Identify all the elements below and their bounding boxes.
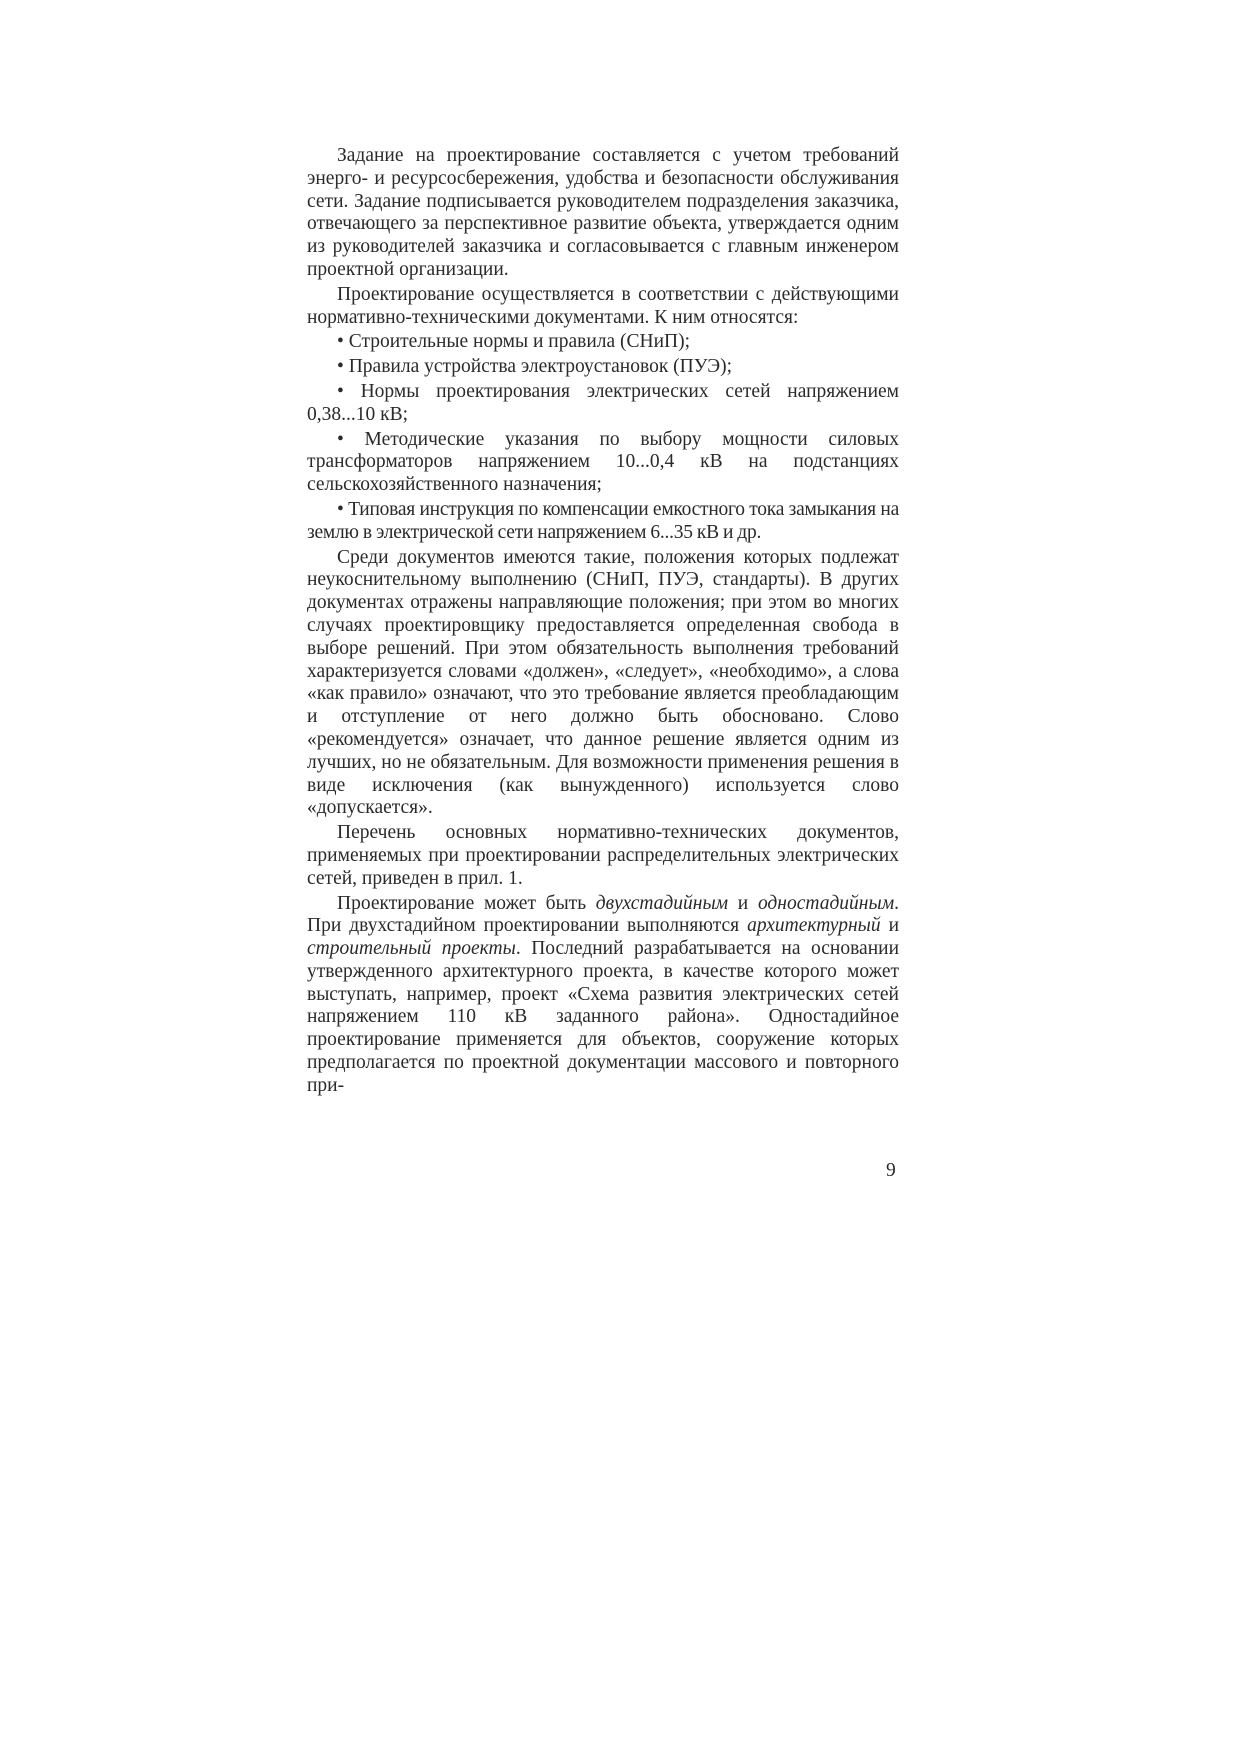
italic-term-architectural: архитектурный (747, 915, 881, 937)
list-item-typical-instruction: • Типовая инструкция по компенсации емкостного тока замыкания на землю в электрической сети напряжением 6...35 кВ и др. (307, 498, 899, 543)
list-item-snip: • Строительные нормы и правила (СНиП); (337, 331, 691, 353)
text-fragment: и (880, 915, 900, 937)
paragraph-design-assignment: Задание на проектирование составляется с учетом требований энерго- и ресурсосбережения, удобства и безопасности обслуживания сети. Задание подписывается руководителем подразделения заказчика, отвечающего за перспективное развитие объекта, утверждается одним из руководителей заказчика и согласовывается с главным инженером проектной организации. (307, 145, 899, 280)
paragraph-document-provisions: Среди документов имеются такие, положения которых подлежат неукоснительному выполнению (СНиП, ПУЭ, стандарты). В других документах отражены направляющие положения; при этом во многих случаях проектировщику предоставляется определенная свобода в выборе решений. При этом обязательность выполнения требований характеризуется словами «должен», «следует», «необходимо», а слова «как правило» означают, что это требование является преобладающим и отступление от него должно быть обосновано. Слово «рекомендуется» означает, что данное решение является одним из лучших, но не обязательным. Для возможности применения решения в виде исключения (как вынужденного) используется слово «допускается». (307, 546, 899, 819)
text-fragment: . При двухстадийном проектировании выполняются (307, 892, 900, 937)
list-item-design-norms: • Нормы проектирования электрических сетей напряжением 0,38...10 кВ; (307, 380, 899, 425)
italic-term-two-stage: двухстадийным (595, 892, 729, 914)
paragraph-design-stages (307, 893, 899, 1098)
paragraph-normative-documents: Проектирование осуществляется в соответствии с действующими нормативно-техническими документами. К ним относятся: (307, 283, 899, 328)
document-body (307, 145, 899, 1098)
paragraph-document-list: Перечень основных нормативно-технических документов, применяемых при проектировании распределительных электрических сетей, приведен в прил. 1. (307, 822, 899, 889)
italic-term-construction-projects: строительный проекты (307, 938, 516, 960)
text-fragment: . Последний разрабатывается на основании утвержденного архитектурного проекта, в качестве которого может выступать, например, проект «Схема развития электрических сетей напряжением 110 кВ заданного района». Одностадийное проектирование применяется для объектов, сооружение которых предполагается по проектной документации массового и повторного при- (307, 938, 900, 1096)
text-fragment: Проектирование может быть (337, 892, 596, 914)
list-item-pue: • Правила устройства электроустановок (ПУЭ); (337, 356, 733, 378)
page-number: 9 (886, 1160, 896, 1181)
list-item-methodical-guidelines: • Методические указания по выбору мощности силовых трансформаторов напряжением 10...0,4 кВ на подстанциях сельскохозяйственного назначения; (307, 428, 899, 496)
italic-term-one-stage: одностадийным (757, 892, 895, 914)
text-fragment: и (728, 892, 758, 914)
